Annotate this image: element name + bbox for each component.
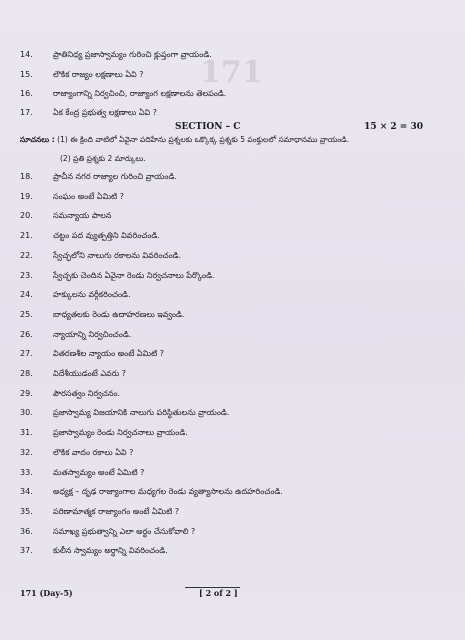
question-number: 14. (20, 50, 33, 59)
question-item (20, 211, 445, 221)
question-number: 22. (20, 250, 33, 260)
question-number: 35. (20, 506, 33, 516)
question-text: ఏక కేంద్ర ప్రభుత్వ లక్షణాలు ఏవి ? (53, 108, 157, 117)
question-item (20, 408, 445, 418)
question-text: లౌకిక రాజ్యం లక్షణాలు ఏవి ? (53, 70, 144, 79)
page-number: [ 2 of 2 ] (199, 588, 238, 598)
question-text: లౌకిక వాదం రకాలు ఏవి ? (53, 447, 134, 457)
question-text: ప్రజాస్వామ్యం రెండు నిర్వచనాలు వ్రాయండి. (53, 428, 188, 438)
question-text: ప్రజాస్వామ్య విజయానికి నాలుగు పరిస్థితులను వ్రాయండి. (53, 408, 230, 418)
question-item (20, 70, 445, 80)
section-title: SECTION – C (175, 122, 241, 132)
question-text: హక్కులను వర్గీకరించండి. (53, 290, 131, 300)
question-number: 29. (20, 388, 33, 398)
question-number: 36. (20, 526, 33, 536)
question-text: పరిణామాత్మక రాజ్యాంగం అంటే ఏమిటి ? (53, 506, 180, 516)
question-number: 16. (20, 89, 33, 98)
question-number: 19. (20, 191, 33, 201)
question-item (20, 527, 445, 537)
question-text: ప్రాతినిధ్య ప్రజాస్వామ్యం గురించి క్లుప్తంగా వ్రాయండి. (53, 50, 212, 59)
question-text: మతస్వామ్యం అంటే ఏమిటి ? (53, 467, 145, 477)
question-item (20, 108, 445, 118)
question-text: వితరణశీల న్యాయం అంటే ఏమిటి ? (53, 349, 165, 359)
question-text: స్వేచ్ఛకు చెందిన ఏవైనా రెండు నిర్వచనాలు పేర్కొండి. (53, 270, 215, 280)
question-text: సమన్యాయ పాలన (53, 211, 112, 221)
question-text: బాధ్యతలకు రెండు ఉదాహరణలు ఇవ్వండి. (53, 309, 185, 319)
page-footer (20, 588, 445, 600)
question-number: 28. (20, 369, 33, 378)
instructions-line-2 (60, 154, 445, 164)
question-number: 31. (20, 428, 33, 438)
question-item (20, 231, 445, 241)
question-number: 26. (20, 329, 33, 339)
question-item (20, 192, 445, 202)
question-text: కులీన స్వామ్యం అర్థాన్ని వివరించండి. (53, 546, 168, 556)
question-text: న్యాయాన్ని నిర్వచించండి. (53, 329, 132, 339)
question-item (20, 89, 445, 99)
question-item (20, 546, 445, 556)
question-text: స్వేచ్ఛలోని నాలుగు రకాలను వివరించండి. (53, 250, 182, 260)
question-item (20, 310, 445, 320)
question-item (20, 172, 445, 182)
question-number: 24. (20, 290, 33, 300)
question-text: విదేశీయుడంటే ఎవరు ? (53, 369, 127, 378)
question-number: 33. (20, 467, 33, 477)
question-number: 34. (20, 487, 33, 497)
question-number: 17. (20, 108, 33, 117)
question-item (20, 428, 445, 438)
question-item (20, 50, 445, 60)
bleed-through-mark: 171 (200, 55, 263, 90)
question-number: 32. (20, 447, 33, 457)
question-item (20, 507, 445, 517)
question-item (20, 448, 445, 458)
question-number: 37. (20, 546, 33, 556)
question-item (20, 330, 445, 340)
instructions-label: సూచనలు : (20, 135, 55, 144)
question-text: సంఘం అంటే ఏమిటి ? (53, 191, 125, 201)
question-item (20, 389, 445, 399)
question-number: 15. (20, 70, 33, 79)
instructions-text-1: (1) ఈ క్రింది వాటిలో ఏవైనా పదిహేను ప్రశ్నలకు ఒక్కొక్క ప్రశ్నకు 5 పంక్తులలో సమాధానము వ్రాయండి. (57, 135, 350, 144)
section-header (20, 122, 445, 134)
question-number: 21. (20, 231, 33, 241)
question-item (20, 349, 445, 359)
section-marks: 15 × 2 = 30 (364, 122, 423, 132)
question-number: 18. (20, 172, 33, 181)
question-text: పౌరసత్వం నిర్వచనం. (53, 388, 121, 398)
question-text: చట్టం పద వ్యుత్పత్తిని వివరించండి. (53, 231, 160, 241)
question-number: 30. (20, 408, 33, 418)
question-item (20, 468, 445, 478)
question-text: సమాఖ్య ప్రభుత్వాన్ని ఎలా అర్థం చేసుకోవాలి ? (53, 526, 196, 536)
question-item (20, 251, 445, 261)
question-text: అధ్యక్ష – దృఢ రాజ్యాంగాల మధ్యగల రెండు వ్యత్యాసాలను ఉదహరించండి. (53, 487, 283, 497)
paper-code: 171 (Day-5) (20, 588, 73, 598)
question-item (20, 290, 445, 300)
question-number: 27. (20, 349, 33, 359)
question-text: రాజ్యాంగాన్ని నిర్వచించి, రాజ్యాంగ లక్షణాలను తెలపండి. (53, 89, 227, 98)
question-number: 23. (20, 270, 33, 280)
question-number: 20. (20, 211, 33, 221)
instructions-text-2: (2) ప్రతి ప్రశ్నకు 2 మార్కులు. (60, 154, 146, 163)
instructions-line-1 (20, 135, 445, 145)
question-text: ప్రాచీన నగర రాజ్యాల గురించి వ్రాయండి. (53, 172, 177, 181)
question-number: 25. (20, 309, 33, 319)
question-item (20, 271, 445, 281)
question-item (20, 369, 445, 379)
question-item (20, 487, 445, 497)
